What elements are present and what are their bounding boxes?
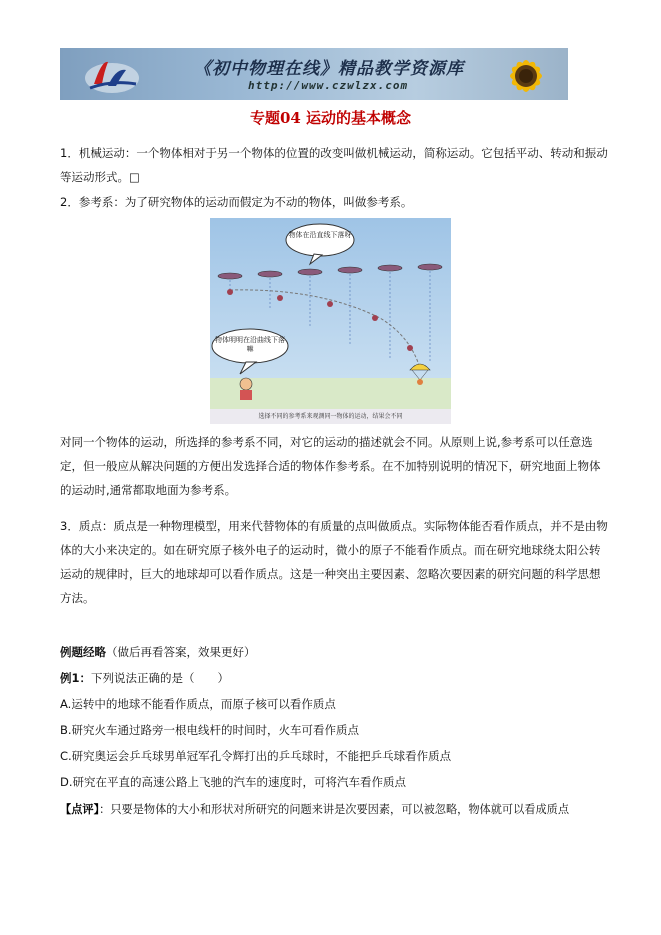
- option-d: D.研究在平直的高速公路上飞驰的汽车的速度时，可将汽车看作质点: [60, 775, 407, 789]
- examples-heading-note: （做后再看答案，效果更好）: [106, 645, 256, 659]
- option-c: C.研究奥运会乒乓球男单冠军孔令辉打出的乒乓球时，不能把乒乓球看作质点: [60, 749, 452, 763]
- figure-caption: 选择不同的参考系来观测同一物体的运动，结果会不同: [210, 409, 451, 424]
- reference-frame-illustration: [210, 218, 451, 424]
- banner-title: 《初中物理在线》精品教学资源库: [194, 59, 464, 79]
- paragraph-reference-frame-body: 对同一个物体的运动，所选择的参考系不同，对它的运动的描述就会不同。从原则上说,参考系可以任意选定，但一般应从解决问题的方便出发选择合适的物体作参考系。在不加特别说明的情况下，研究地面上物体的运动时,通常都取地面为参考系。: [60, 435, 601, 497]
- speech-bubble-top: 物体在沿直线下落呀: [288, 231, 352, 239]
- examples-heading: [60, 640, 608, 664]
- example-1-label: 例1：: [60, 671, 92, 685]
- speech-bubble-bottom: 物体明明在沿曲线下落嘛: [215, 336, 285, 353]
- header-banner: [60, 48, 568, 100]
- paragraph-particle: 3．质点：质点是一种物理模型，用来代替物体的有质量的点叫做质点。实际物体能否看作质点，并不是由物体的大小来决定的。如在研究原子核外电子的运动时，微小的原子不能看作质点。而在研究地球绕太阳公转运动的规律时，巨大的地球却可以看作质点。这是一种突出主要因素、忽略次要因素的研究问题的科学思想方法。: [60, 519, 608, 605]
- page-title: 专题04 运动的基本概念: [249, 109, 412, 127]
- site-logo-icon: [82, 54, 142, 96]
- sunflower-icon: [488, 48, 564, 100]
- comment: [60, 798, 612, 822]
- option-a: A.运转中的地球不能看作质点，而原子核可以看作质点: [60, 697, 336, 711]
- example-1-question: [60, 666, 608, 690]
- paragraph-mechanical-motion: 1．机械运动：一个物体相对于另一个物体的位置的改变叫做机械运动，简称运动。它包括平动、转动和振动等运动形式。□: [60, 146, 608, 184]
- paragraph-reference-frame: 2．参考系：为了研究物体的运动而假定为不动的物体，叫做参考系。: [60, 195, 413, 209]
- option-b: B.研究火车通过路旁一根电线杆的时间时，火车可看作质点: [60, 723, 360, 737]
- comment-text: ：只要是物体的大小和形状对所研究的问题来讲是次要因素，可以被忽略，物体就可以看成质点: [99, 803, 570, 816]
- example-1-text: 下列说法正确的是（ ）: [91, 671, 230, 685]
- comment-label: 【点评】: [60, 803, 100, 816]
- examples-heading-label: 例题经略: [60, 645, 106, 659]
- falling-object-cartoon: [210, 218, 451, 409]
- banner-url: http://www.czwlzx.com: [248, 79, 409, 92]
